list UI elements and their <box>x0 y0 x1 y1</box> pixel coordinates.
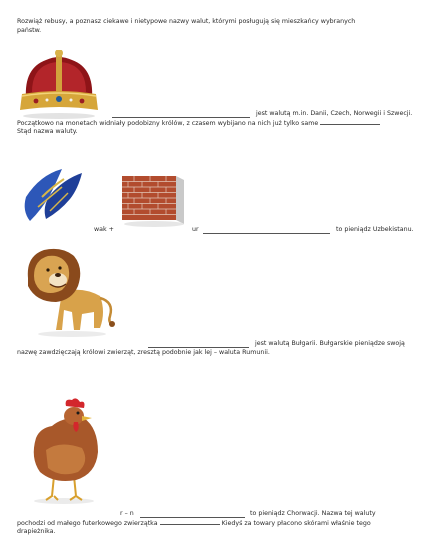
item2-op1: wak + <box>94 226 114 233</box>
item4-line1: to pieniądz Chorwacji. Nazwa tej waluty <box>250 510 376 517</box>
item2-op2: ur <box>192 226 199 233</box>
answer-blank-3[interactable] <box>203 227 330 237</box>
answer-blank-6[interactable] <box>160 518 220 525</box>
scarf-image <box>20 167 88 225</box>
intro-line-1: Rozwiąż rebusy, a poznasz ciekawe i nietypowe nazwy walut, którymi posługują się mieszkańcy wybranych <box>17 18 356 25</box>
item4-line3: drapieżnika. <box>17 528 56 535</box>
crown-image <box>16 50 102 120</box>
lion-image <box>22 246 120 338</box>
item4-line2: pochodzi od małego futerkowego zwierzątka Kiedyś za towary płacono skórami właśnie tego <box>17 520 371 527</box>
brick-wall-image <box>120 172 188 228</box>
item1-line1: jest walutą m.in. Danii, Czech, Norwegii i Szwecji. <box>256 110 413 117</box>
item2-line: to pieniądz Uzbekistanu. <box>336 226 414 233</box>
item3-line2: nazwę zawdzięczają królowi zwierząt, zresztą podobnie jak lej – waluta Rumunii. <box>17 349 270 356</box>
item1-line3: Stąd nazwa waluty. <box>17 128 78 135</box>
item1-line2: Początkowo na monetach widniały podobizny królów, z czasem wybijano na nich już tylko same <box>17 118 380 128</box>
item3-line1: jest walutą Bułgarii. Bułgarskie pieniądze swoją <box>255 340 405 347</box>
answer-blank-2[interactable] <box>320 118 380 125</box>
intro-line-2: państw. <box>17 27 42 34</box>
hen-image <box>24 398 106 506</box>
item4-op: r – n <box>120 510 134 517</box>
